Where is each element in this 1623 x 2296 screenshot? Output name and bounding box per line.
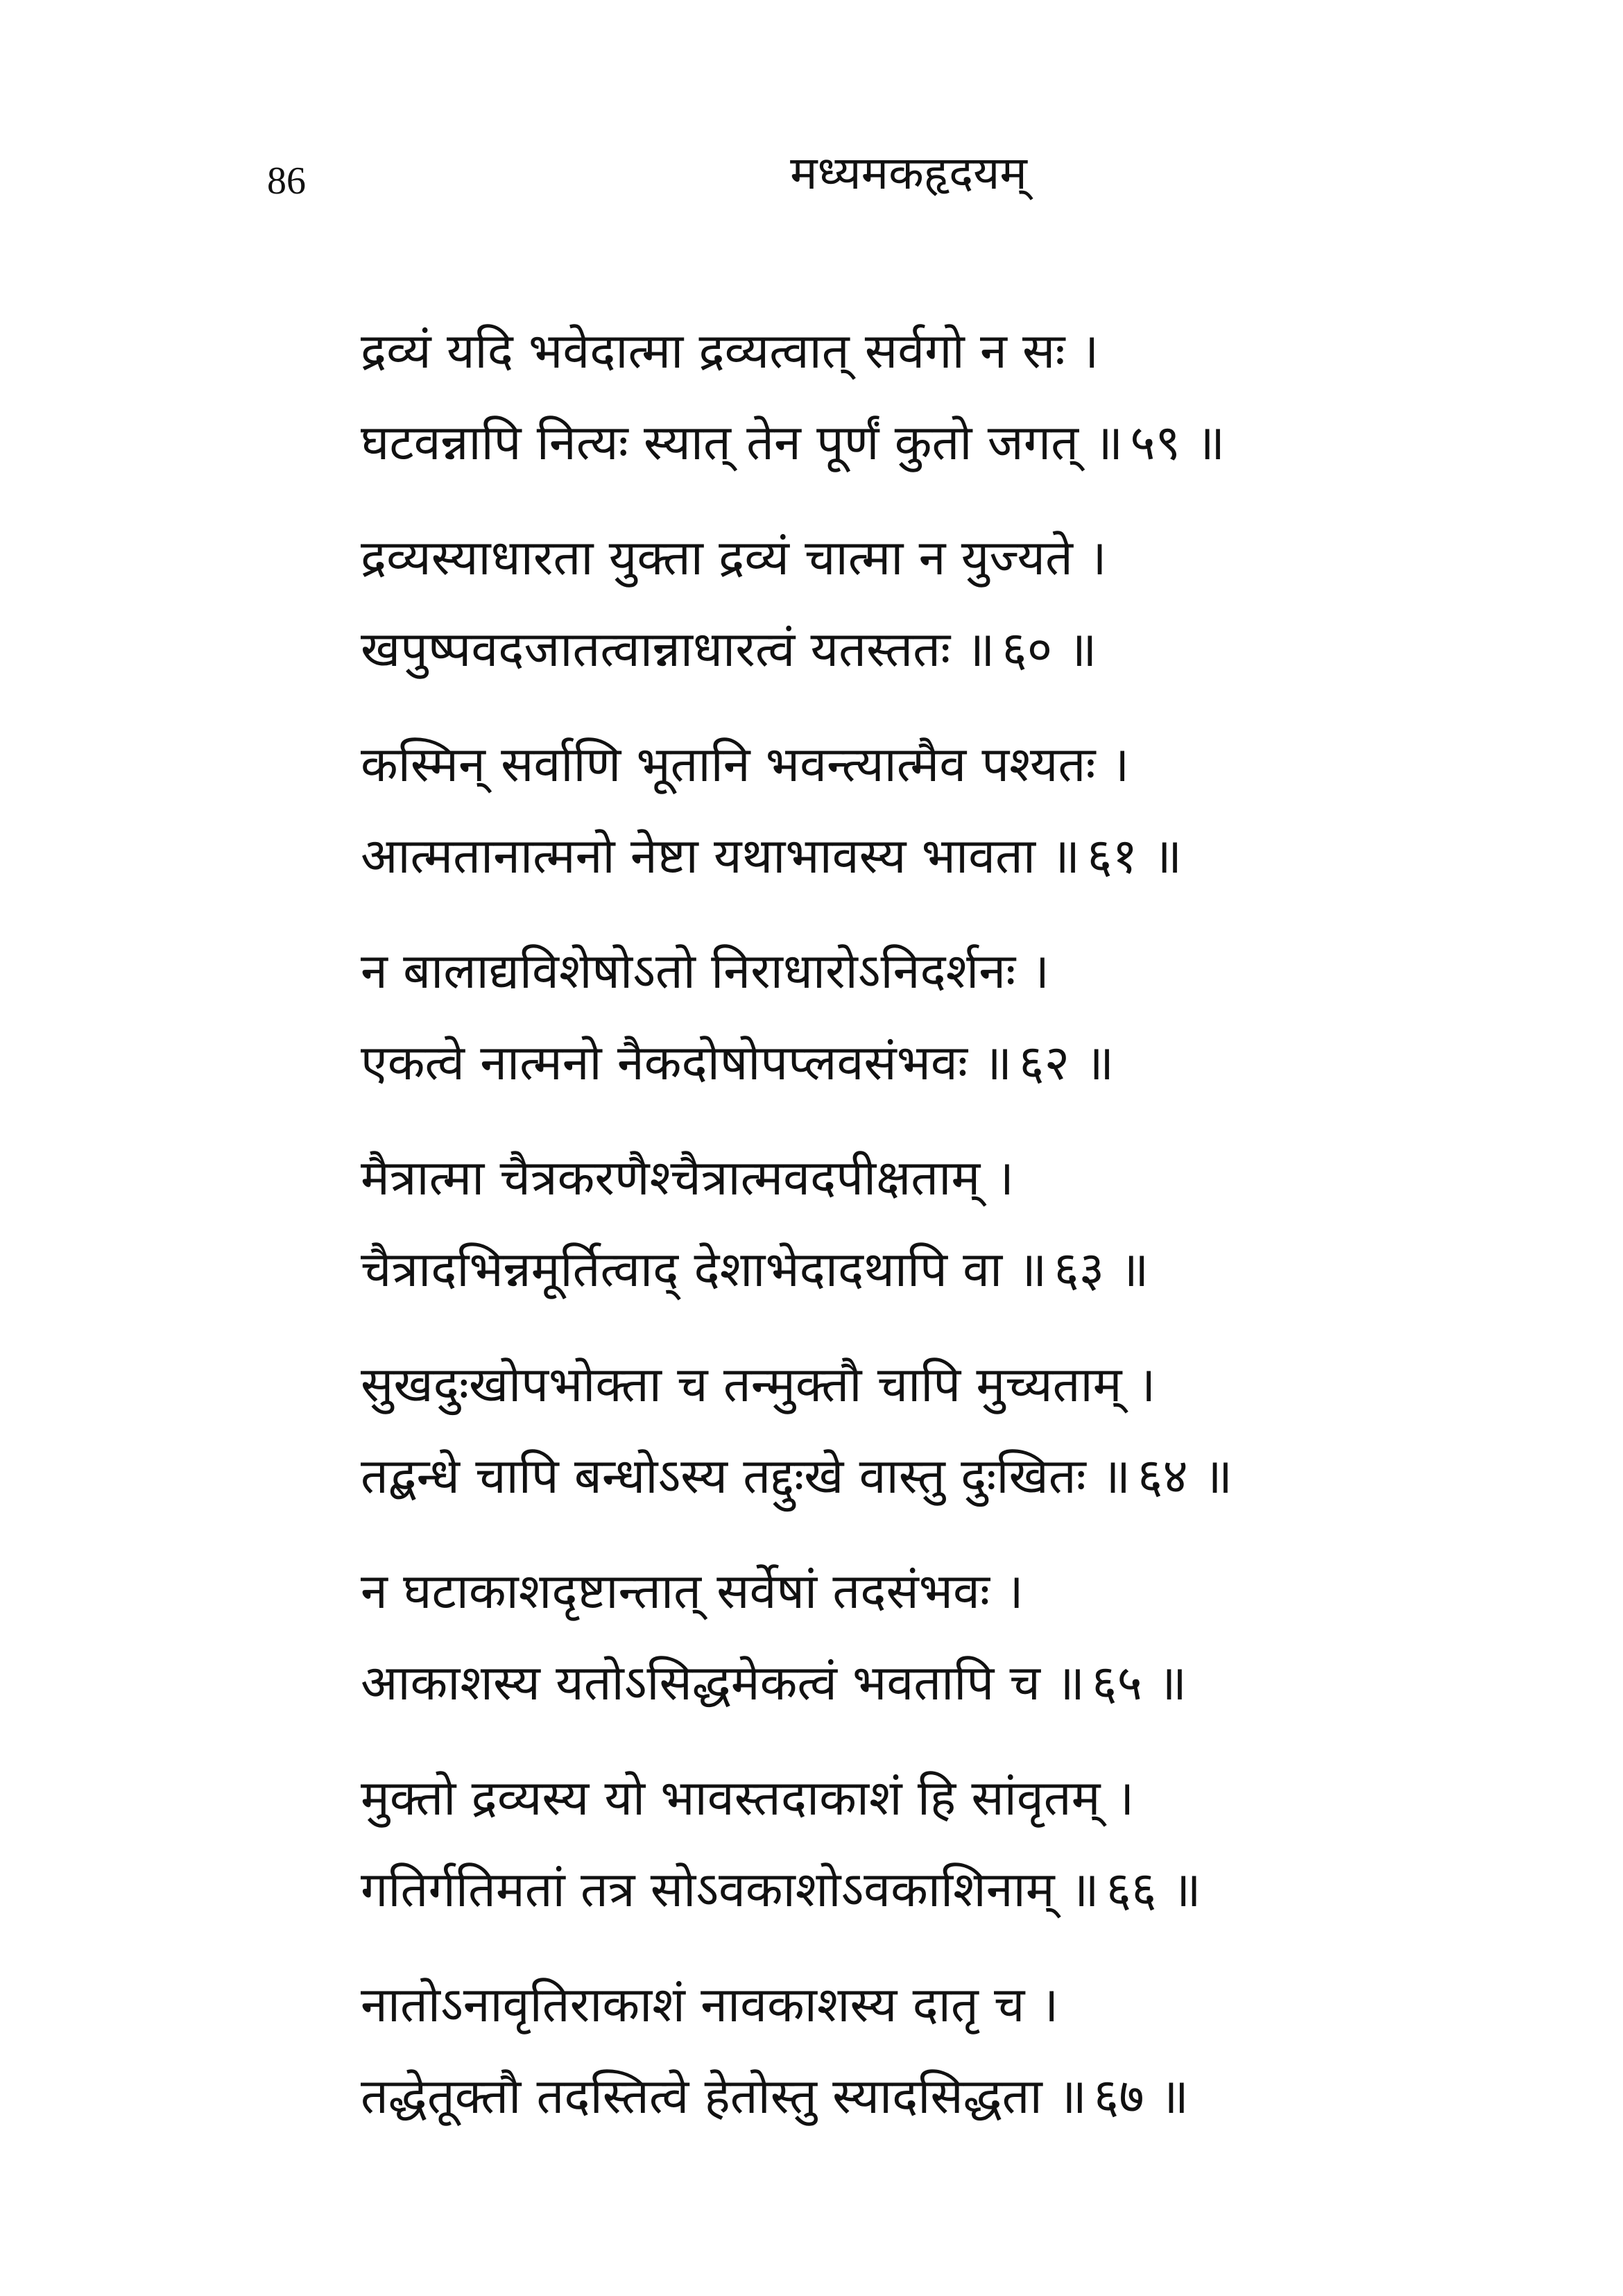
verse-number: ६२ ॥ [1019, 1034, 1115, 1091]
verse-line-1: कस्मिन् सर्वाणि भूतानि भवन्त्यात्मैव पश्यतः । [361, 736, 1130, 793]
verse-line-2 [361, 397, 1540, 488]
verse-number: ६७ ॥ [1093, 2068, 1189, 2125]
verse-line-1: न घटाकाशदृष्टान्तात् सर्वेषां तदसंभवः । [361, 1563, 1024, 1620]
verse-line-2 [361, 1430, 1540, 1522]
verse-line-1: मुक्तो द्रव्यस्य यो भावस्तदाकाशं हि सांवृतम् । [361, 1770, 1135, 1826]
verse-number: ६० ॥ [1002, 621, 1097, 678]
verse-text: तद्धेतूक्तौ तदस्तित्वे हेतोस्तु स्यादसिद्धता ॥ [361, 2068, 1087, 2125]
verse-67 [361, 1959, 1540, 2166]
verse-line-1: द्रव्यस्याधारता युक्ता द्रव्यं चात्मा न युज्यते । [361, 529, 1107, 586]
verse-64 [361, 1339, 1540, 1545]
verse-number: ६३ ॥ [1054, 1241, 1149, 1298]
verse-number: ६१ ॥ [1087, 828, 1183, 884]
verse-text: आत्मतानात्मनो नेष्टा यथाभावस्य भावता ॥ [361, 828, 1081, 884]
verse-61 [361, 719, 1540, 925]
verse-line-2 [361, 1637, 1540, 1729]
verse-line-2 [361, 1017, 1540, 1108]
verse-list [361, 305, 1540, 2166]
verse-line-2 [361, 810, 1540, 902]
verse-line-2 [361, 2050, 1540, 2142]
running-title: मध्यमकहृदयम् [790, 146, 1027, 200]
page-number: 86 [267, 160, 306, 203]
verse-66 [361, 1752, 1540, 1959]
verse-62 [361, 925, 1540, 1132]
verse-number: ६६ ॥ [1106, 1861, 1201, 1918]
verse-line-1: सुखदुःखोपभोक्ता च तन्मुक्तौ चापि मुच्यताम् । [361, 1356, 1156, 1413]
verse-line-2 [361, 1844, 1540, 1935]
verse-63 [361, 1132, 1540, 1339]
verse-text: घटवन्नापि नित्यः स्यात् तेन पूर्णं कुतो जगत् ॥ [361, 414, 1124, 471]
verse-65 [361, 1545, 1540, 1752]
verse-number: ६५ ॥ [1092, 1654, 1187, 1711]
verse-text: चैत्रादभिन्नमूर्तित्वाद् देशाभेदादथापि वा ॥ [361, 1241, 1047, 1298]
verse-59 [361, 305, 1540, 512]
verse-number: ५९ ॥ [1130, 414, 1226, 471]
verse-line-1: न बालाद्यविशेषोऽतो निराधारोऽनिदर्शनः । [361, 943, 1049, 1000]
verse-line-1: मैत्रात्मा चैत्रकरणैश्चैत्रात्मवदपीक्षताम् । [361, 1149, 1014, 1206]
verse-line-1: नातोऽनावृतिराकाशं नावकाशस्य दातृ च । [361, 1976, 1059, 2033]
verse-line-1: द्रव्यं यदि भवेदात्मा द्रव्यत्वात् सर्वगो न सः । [361, 323, 1099, 379]
verse-text: आकाशस्य यतोऽसिद्धमेकत्वं भवतापि च ॥ [361, 1654, 1085, 1711]
verse-line-2 [361, 1224, 1540, 1315]
verse-text: खपुष्पवदजातत्वान्नाधारत्वं यतस्ततः ॥ [361, 621, 995, 678]
verse-number: ६४ ॥ [1137, 1448, 1233, 1505]
verse-text: गतिर्गतिमतां तत्र सोऽवकाशोऽवकाशिनाम् ॥ [361, 1861, 1099, 1918]
verse-line-2 [361, 603, 1540, 695]
verse-text: तद्बन्धे चापि बन्धोऽस्य तद्दुःखे वास्तु दुःखितः ॥ [361, 1448, 1131, 1505]
verse-text: एकत्वे नात्मनो नैकदोषोपप्लवसंभवः ॥ [361, 1034, 1013, 1091]
verse-60 [361, 512, 1540, 719]
